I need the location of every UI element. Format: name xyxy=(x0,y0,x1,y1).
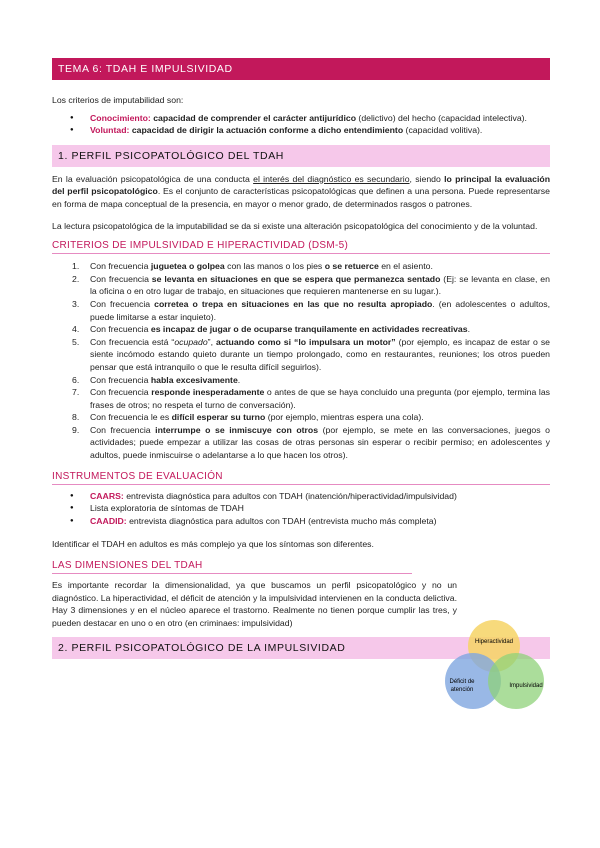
deficit-label-2: atención xyxy=(450,687,474,693)
dimensions-paragraph: Es importante recordar la dimensionalidad, ya que buscamos un perfil psicopatológico y no un diagnóstico. La hiperactividad, el déficit de atención y la impulsividad intervienen en la conducta delictiva. Hay 3 dimensiones y en el núcleo aparece el trastorno. Realmente no tienen porque cumplir las tres, y pueden destacar en uno o en otro (en criminaes: impulsividad) xyxy=(52,580,457,628)
main-title: TEMA 6: TDAH E IMPULSIVIDAD xyxy=(52,58,550,80)
hiperactividad-label: Hiperactividad xyxy=(474,639,514,645)
list-item: 3. Con frecuencia corretea o trepa en situaciones en las que no resulta apropiado. (en adolescentes o adultos, puede limitarse a estar inquieto). xyxy=(72,298,550,322)
list-item: ● Voluntad: capacidad de dirigir la actuación conforme a dicho entendimiento (capacidad volitiva). xyxy=(52,124,550,137)
instruments-subtitle: INSTRUMENTOS DE EVALUACIÓN xyxy=(52,471,550,485)
document-page xyxy=(52,58,550,659)
instruments-note: Identificar el TDAH en adultos es más complejo ya que los síntomas son diferentes. xyxy=(52,539,374,550)
list-item: 1. Con frecuencia juguetea o golpea con las manos o los pies o se retuerce en el asiento. xyxy=(72,261,433,272)
list-item: 5. Con frecuencia está “ocupado”, actuando como si “lo impulsara un motor” (por ejemplo, es incapaz de estar o se siente incómodo estando quieto durante un tiempo prolongado, como en restaurantes, reuniones; los otros pueden pensar que está intranquilo o que le resulta difícil seguirlos). xyxy=(72,336,551,372)
dsm-subtitle: CRITERIOS DE IMPULSIVIDAD E HIPERACTIVIDAD (DSM-5) xyxy=(52,240,550,254)
venn-svg xyxy=(420,620,568,712)
list-item: ● Conocimiento: capacidad de comprender el carácter antijurídico (delictivo) del hecho (capacidad intelectiva). xyxy=(52,112,550,125)
section1-paragraph: En la evaluación psicopatológica de una conducta el interés del diagnóstico es secundario, siendo lo principal la evaluación del perfil psicopatológico. Es el conjunto de características psicopatológicas que definen a una persona. Puede representarse en forma de mapa conceptual de la presencia, en mayor o menor grado, de determinados rasgos o patrones. xyxy=(52,173,550,209)
list-item: 9. Con frecuencia interrumpe o se inmiscuye con otros (por ejemplo, se mete en las conversaciones, juegos o actividades; puede empezar a utilizar las cosas de otras personas sin esperar o recibir permiso; en adolescentes y adultos, puede inmiscuirse o adelantarse a lo que hacen los otros). xyxy=(72,424,550,461)
section1-title: 1. PERFIL PSICOPATOLÓGICO DEL TDAH xyxy=(52,145,550,167)
deficit-label-1: Déficit de xyxy=(449,679,475,685)
list-item: ● CAADID: entrevista diagnóstica para adultos con TDAH (entrevista mucho más completa) xyxy=(52,515,550,528)
list-item: ● Lista exploratoria de síntomas de TDAH xyxy=(52,502,550,515)
list-item: 2. Con frecuencia se levanta en situaciones en que se espera que permanezca sentado (Ej: se levanta en clase, en la oficina o en otro lugar de trabajo, en situaciones que requieren mantenerse en su lugar.). xyxy=(72,273,550,297)
intro-text: Los criterios de imputabilidad son: xyxy=(52,95,184,105)
instruments-list xyxy=(52,490,550,528)
list-item: 6. Con frecuencia habla excesivamente. xyxy=(72,374,241,385)
dimensions-subtitle: LAS DIMENSIONES DEL TDAH xyxy=(52,560,412,574)
list-item: 7. Con frecuencia responde inesperadamente o antes de que se haya concluido una pregunta (por ejemplo, termina las frases de otros; no respeta el turno de conversación). xyxy=(72,387,550,410)
impulsividad-circle xyxy=(488,653,544,709)
list-item: ● CAARS: entrevista diagnóstica para adultos con TDAH (inatención/hiperactividad/impulsividad) xyxy=(52,490,550,503)
section1-paragraph-2: La lectura psicopatológica de la imputabilidad se da si existe una alteración psicopatológica del conocimiento y de la voluntad. xyxy=(52,220,538,231)
criteria-list xyxy=(52,112,550,137)
list-item: 8. Con frecuencia le es difícil esperar su turno (por ejemplo, mientras espera una cola). xyxy=(72,412,424,423)
venn-diagram xyxy=(420,620,568,712)
list-item: 4. Con frecuencia es incapaz de jugar o de ocuparse tranquilamente en actividades recreativas. xyxy=(72,324,471,335)
impulsividad-label: Impulsividad xyxy=(509,683,543,689)
dsm-list xyxy=(52,260,550,462)
section2-title: 2. PERFIL PSICOPATOLÓGICO DE LA IMPULSIVIDAD xyxy=(52,637,550,659)
